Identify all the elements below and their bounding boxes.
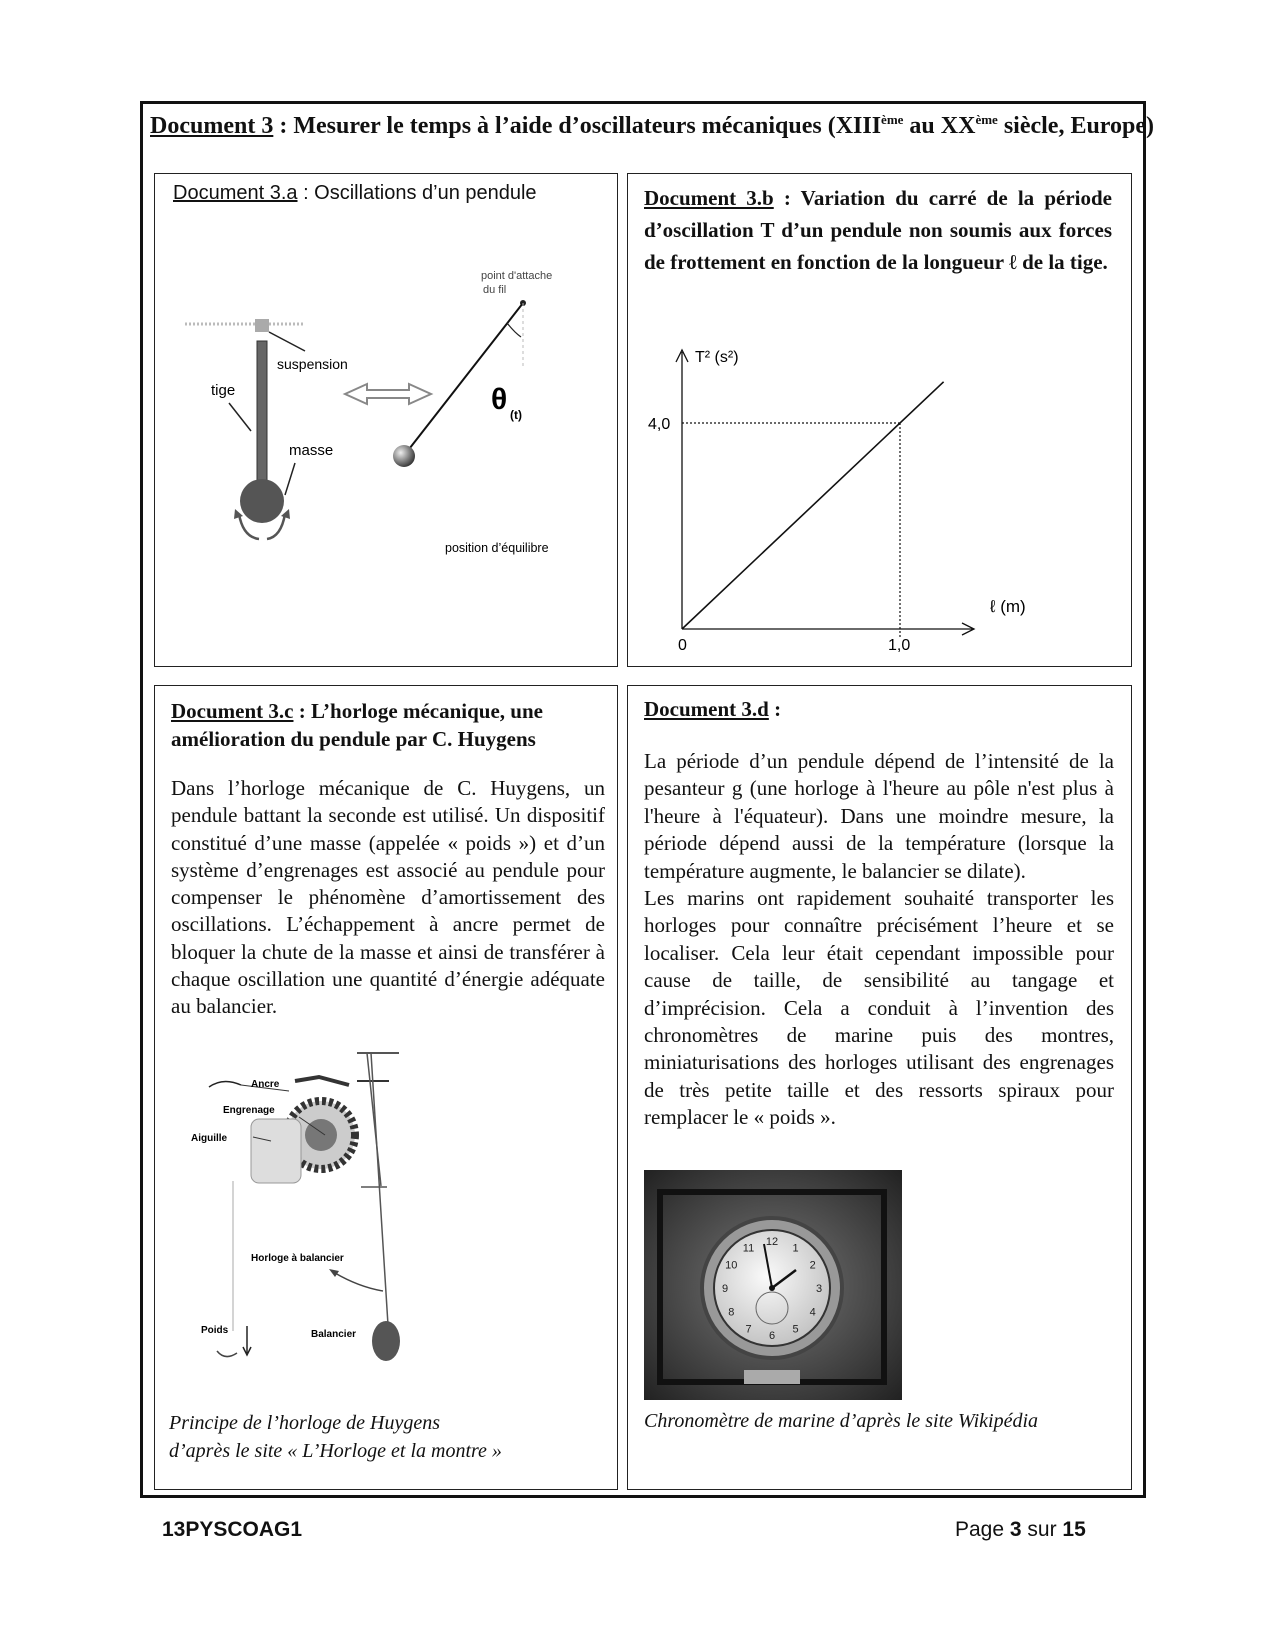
balancier-bob: [372, 1321, 400, 1361]
hand-pivot: [769, 1285, 775, 1291]
dial-number: 10: [725, 1259, 738, 1272]
tige-label: tige: [211, 382, 236, 399]
pendulum-ball: [393, 445, 415, 467]
attach-label-2: du fil: [483, 284, 507, 296]
x-axis-label: ℓ (m): [990, 597, 1026, 616]
arrowhead-icon: [281, 509, 290, 519]
balancier-label: Balancier: [311, 1329, 357, 1340]
drum: [251, 1119, 301, 1183]
poids-label: Poids: [201, 1325, 229, 1336]
origin-label: 0: [678, 637, 687, 654]
pendulum-rod-left: [367, 1053, 381, 1186]
doc-3a-title: Document 3.a : Oscillations d’un pendule: [173, 182, 537, 204]
suspension-label: suspension: [277, 356, 348, 372]
dial-number: 6: [768, 1330, 776, 1342]
gear-hub: [305, 1119, 337, 1151]
weight-hook: [217, 1351, 237, 1357]
pendulum-figure: [155, 219, 615, 659]
tige-pointer: [229, 403, 251, 431]
doc-3c-text: Dans l’horloge mécanique de C. Huygens, un pendule battant la seconde est utilisé. Un dispositif constitué d’une masse (appelée « poids ») et d’un système d’engrenages est associé au pendule pour compenser le phénomène d’amortissement des oscillations. L’échappement à ancre permet de bloquer la chute de la masse et ainsi de transférer à chaque oscillation une quantité d’énergie adéquate au balancier.: [171, 776, 605, 1019]
suspension-pointer: [269, 332, 305, 351]
doc-3b-panel: [627, 173, 1132, 667]
doc-3d-caption: Chronomètre de marine d’après le site Wikipédia: [644, 1410, 1039, 1432]
doc-3d-text: [644, 748, 1114, 1132]
doc-3d-paragraph-1: La période d’un pendule dépend de l’intensité de la pesanteur g (une horloge à l'heure au pôle n'est plus à l'heure à l'équateur). Dans une moindre mesure, la période dépend aussi de la température (lorsque la température augmente, le balancier se dilate).: [644, 749, 1114, 883]
dial-number: 9: [721, 1283, 729, 1295]
suspension-block: [255, 319, 269, 332]
data-line: [682, 382, 944, 629]
arrowhead-icon: [329, 1269, 339, 1277]
theta-label: θ: [491, 383, 508, 416]
doc-3b-title: Document 3.b : Variation du carré de la période d’oscillation T d’un pendule non soumis aux forces de frottement en fonction de la longueur ℓ de la tige.: [644, 186, 1112, 274]
doc-3a-panel: [154, 173, 618, 667]
aiguille-label: Aiguille: [191, 1133, 228, 1144]
pendulum-mass: [240, 479, 284, 523]
attach-label-1: point d'attache: [481, 270, 553, 282]
dial-number: 7: [745, 1323, 752, 1336]
doc-label: Document 3: [150, 113, 274, 139]
dial-number: 8: [728, 1306, 735, 1319]
ancre-label: Ancre: [251, 1079, 280, 1090]
arrowhead-icon: [234, 509, 243, 519]
doc-3d-title: Document 3.d :: [644, 697, 782, 721]
double-arrow-icon: [345, 384, 431, 404]
doc-3c-panel: [154, 685, 618, 1490]
masse-label: masse: [289, 442, 334, 459]
y-tick-label: 4,0: [648, 416, 671, 433]
dial-number: 5: [792, 1323, 799, 1336]
footer-page-number: Page 3 sur 15: [955, 1518, 1086, 1541]
doc-3d-paragraph-2: Les marins ont rapidement souhaité transporter les horloges pour connaître précisément l’heure et se localiser. Cela leur était cependant impossible pour cause de taille, de sensibilité au tangage et d’imprécision. Cela a conduit à l’invention des chronomètres de marine puis des montres, miniaturisations des horloges utilisant des engrenages de très petite taille et des ressorts spiraux pour remplacer le « poids ».: [644, 886, 1114, 1130]
pendulum-rod: [371, 1053, 389, 1341]
footer-code: 13PYSCOAG1: [162, 1518, 303, 1541]
box-latch: [744, 1370, 800, 1384]
dial-number: 12: [765, 1236, 779, 1248]
doc-3c-title: Document 3.c : L’horloge mécanique, une amélioration du pendule par C. Huygens: [171, 699, 543, 751]
masse-pointer: [285, 463, 295, 495]
horloge-label: Horloge à balancier: [251, 1253, 344, 1264]
dial-number: 4: [809, 1306, 816, 1319]
y-axis-label: T² (s²): [695, 349, 739, 366]
marine-chronometer-photo: [644, 1170, 902, 1400]
pendulum-rod: [257, 341, 267, 491]
doc-3c-caption: Principe de l’horloge de Huygens d’après le site « L’Horloge et la montre »: [169, 1412, 502, 1462]
angle-arc: [507, 323, 521, 337]
equilibre-label: position d’équilibre: [445, 541, 549, 555]
huygens-clock-figure: [169, 1041, 469, 1381]
period-length-chart: [628, 344, 1108, 664]
anchor-escapement: [295, 1077, 349, 1085]
theta-sub-label: (t): [510, 408, 522, 422]
doc-3d-panel: [627, 685, 1132, 1490]
dial-number: 3: [815, 1283, 823, 1295]
ancre-pointer: [209, 1081, 241, 1087]
engrenage-label: Engrenage: [223, 1105, 275, 1116]
pendulum-string: [406, 303, 523, 453]
swing-arrow: [335, 1273, 383, 1291]
document-title: Document 3 : Mesurer le temps à l’aide d’oscillateurs mécaniques (XIIIème au XXème siècle, Europe): [150, 112, 1155, 139]
dial-number: 1: [792, 1242, 799, 1255]
dial-number: 11: [742, 1242, 755, 1255]
x-tick-label: 1,0: [888, 637, 911, 654]
dial-number: 2: [809, 1259, 816, 1272]
